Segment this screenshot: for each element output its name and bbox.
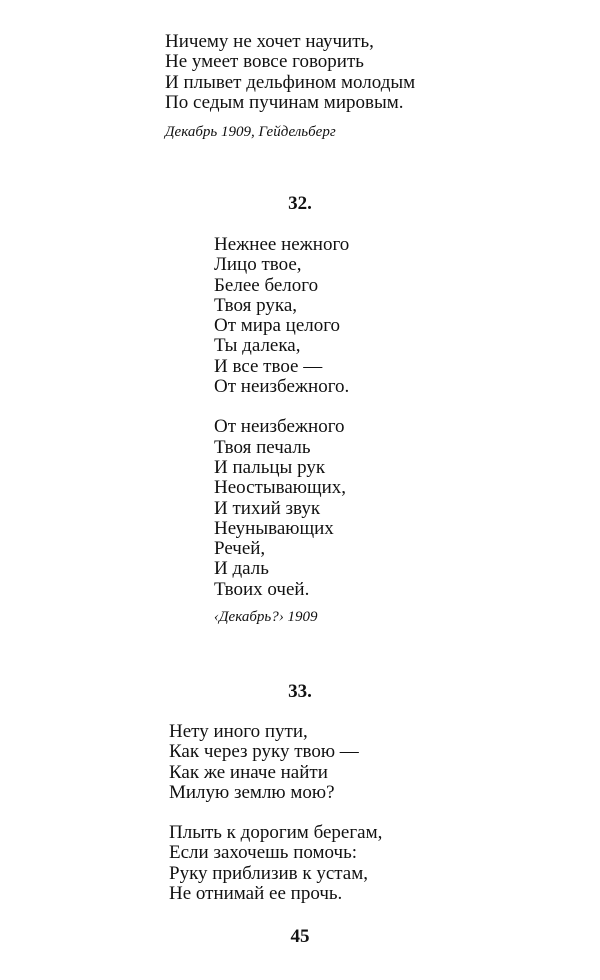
poem-32	[214, 235, 349, 600]
poem-line: Руку приблизив к устам,	[169, 862, 369, 884]
poem-line: Как же иначе найти	[169, 761, 328, 783]
poem-end	[165, 32, 415, 113]
poem-line: Как через руку твою —	[169, 741, 359, 763]
poem-line: И плывет дельфином молодым	[165, 71, 416, 93]
poem-line: Неостывающих,	[214, 477, 347, 499]
poem-line: Не умеет вовсе говорить	[165, 51, 364, 73]
poem-line: И все твое —	[214, 355, 323, 377]
poem-line: Неунывающих	[214, 517, 334, 539]
poem-date: Декабрь 1909, Гейдельберг	[165, 124, 336, 140]
poem-line: Плыть к дорогим берегам,	[169, 822, 383, 844]
poem-line: Если захочешь помочь:	[169, 842, 358, 864]
poem-line: Твоих очей.	[214, 578, 310, 600]
poem-line: Лицо твое,	[214, 254, 302, 276]
poem-line: Твоя печаль	[214, 436, 311, 458]
page-number: 45	[290, 926, 310, 947]
poem-line: Твоя рука,	[214, 294, 298, 316]
poem-date: ‹Декабрь?› 1909	[214, 609, 318, 625]
poem-line: Ты далека,	[214, 335, 301, 357]
poem-line: По седым пучинам мировым.	[165, 91, 404, 113]
stanza-break	[169, 803, 382, 823]
poem-line: Речей,	[214, 538, 266, 560]
poem-line: От неизбежного	[214, 416, 345, 438]
poem-number: 32.	[288, 193, 312, 214]
poem-line: И даль	[214, 558, 269, 580]
poem-line: И пальцы рук	[214, 456, 326, 478]
poem-line: И тихий звук	[214, 497, 321, 519]
poem-line: Ничему не хочет научить,	[165, 31, 374, 52]
poem-line: Нету иного пути,	[169, 721, 308, 742]
poem-number: 33.	[288, 681, 312, 702]
poem-line: Не отнимай ее прочь.	[169, 883, 343, 905]
poem-line: Белее белого	[214, 274, 319, 296]
poem-line: Нежнее нежного	[214, 234, 350, 255]
poem-line: От неизбежного.	[214, 376, 350, 398]
poem-33	[169, 722, 382, 904]
poem-line: Милую землю мою?	[169, 781, 335, 803]
stanza-break	[214, 397, 349, 417]
poem-line: От мира целого	[214, 315, 341, 337]
